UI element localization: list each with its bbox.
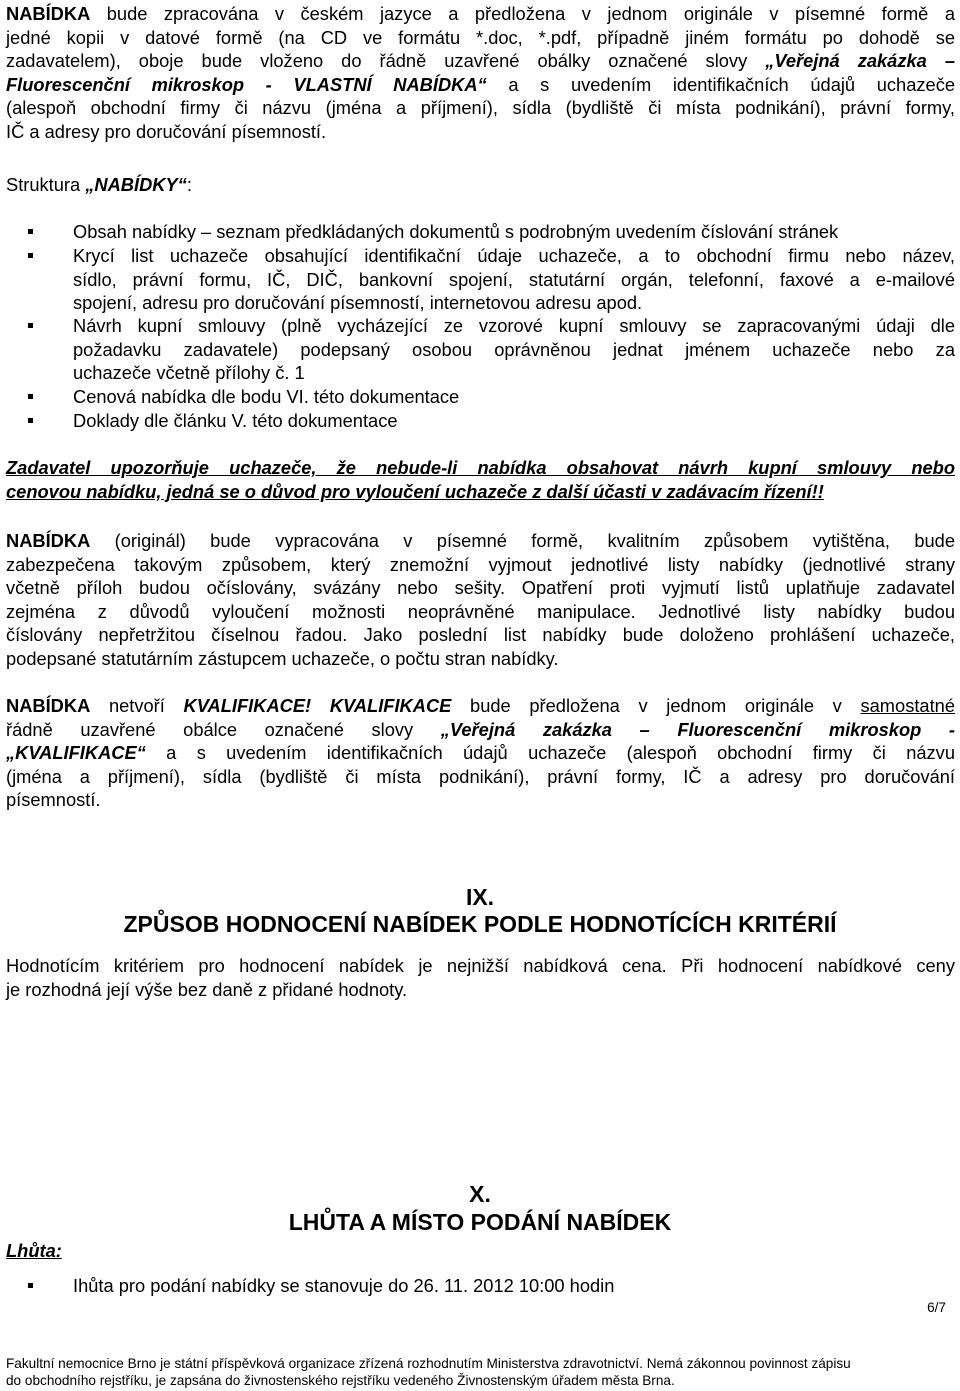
qualification-term: KVALIFIKACE! — [183, 695, 312, 716]
intro-line-6: IČ a adresy pro doručování písemností. — [6, 120, 327, 142]
bullet-marker — [28, 394, 33, 399]
qualification-space — [311, 695, 330, 716]
list-item-text: Krycí list uchazeče obsahující identifikační údaje uchazeče, a to obchodní firmu nebo název, — [73, 245, 955, 266]
intro-line-1 — [6, 2, 955, 26]
section-title: ZPŮSOB HODNOCENÍ NABÍDEK PODLE HODNOTÍCÍCH KRITÉRIÍ — [123, 911, 837, 937]
intro-line-4 — [6, 73, 955, 97]
original-paragraph — [6, 529, 955, 670]
intro-text: a s uvedením identifikačních údajů uchazeče — [486, 73, 955, 95]
original-line-3: včetně příloh budou očíslovány, svázány nebo sešity. Opatření proti vyjmutí listů uplatňuje zadavatel — [6, 577, 955, 598]
qualification-text: netvoří — [90, 695, 184, 716]
envelope-label: „Veřejná zakázka – — [765, 50, 955, 71]
qualification-line-1 — [6, 694, 955, 718]
envelope-label: „Veřejná zakázka – Fluorescenční mikroskop - — [440, 718, 955, 740]
structure-label: Struktura — [6, 174, 86, 195]
bullet-marker — [28, 253, 33, 258]
list-item-text: sídlo, právní formu, IČ, DIČ, bankovní spojení, statutární orgán, telefonní, faxové a e-mailové — [73, 268, 955, 290]
warning-line-1: Zadavatel upozorňuje uchazeče, že nebude-li nabídka obsahovat návrh kupní smlouvy nebo — [6, 457, 955, 478]
evaluation-paragraph — [6, 954, 955, 1001]
original-line-2: zabezpečena takovým způsobem, který znemožní vyjmout jednotlivé listy nabídky (jednotlivé strany — [6, 553, 955, 575]
original-text: (originál) bude vypracována v písemné formě, kvalitním způsobem vytištěna, bude — [90, 530, 955, 551]
bullet-marker — [28, 1283, 33, 1288]
qualification-line-4: (jména a příjmení), sídla (bydliště či místa podnikání), právní formy, IČ a adresy pro doručování — [6, 765, 955, 787]
list-item-text: uchazeče včetně přílohy č. 1 — [73, 362, 305, 383]
intro-line-2: jedné kopii v datové formě (na CD ve formátu *.doc, *.pdf, případně jiném formátu po dohodě se — [6, 26, 955, 48]
qualification-text: řádně uzavřené obálce označené slovy — [6, 718, 441, 740]
original-line-6: podepsané statutárním zástupcem uchazeče, o počtu stran nabídky. — [6, 647, 559, 669]
list-item-text: Obsah nabídky – seznam předkládaných dokumentů s podrobným uvedením číslování stránek — [73, 221, 839, 242]
intro-line-3 — [6, 49, 955, 73]
footer-line-1: Fakultní nemocnice Brno je státní příspěvková organizace zřízená rozhodnutím Ministerstva zdravotnictví. Nemá zákonnou povinnost zápisu — [6, 1356, 851, 1371]
qualification-line-3 — [6, 741, 955, 765]
qualification-text: a s uvedením identifikačních údajů uchazeče (alespoň obchodní firmy či názvu — [145, 742, 955, 763]
intro-text: bude zpracována v českém jazyce a předložena v jednom originále v písemné formě a — [90, 3, 955, 24]
list-item-text: Ihůta pro podání nabídky se stanovuje do 26. 11. 2012 10:00 hodin — [73, 1275, 615, 1296]
evaluation-line-1: Hodnotícím kritériem pro hodnocení nabídek je nejnižší nabídková cena. Při hodnocení nabídkové ceny — [6, 955, 955, 976]
list-item-text: Návrh kupní smlouvy (plně vycházející ze vzorové kupní smlouvy se zapracovanými údaji dle — [73, 315, 955, 336]
list-item-text: Cenová nabídka dle bodu VI. této dokumentace — [73, 386, 460, 407]
list-item-text: Doklady dle článku V. této dokumentace — [73, 410, 398, 431]
intro-paragraph — [6, 2, 955, 143]
structure-colon: : — [186, 174, 192, 195]
section-title: LHŮTA A MÍSTO PODÁNÍ NABÍDEK — [288, 1209, 672, 1235]
page-number: 6/7 — [927, 1300, 946, 1315]
deadline-label-block — [6, 1239, 955, 1263]
nabidka-term: NABÍDKA — [6, 695, 91, 716]
list-item-text: spojení, adresu pro doručování písemností, internetovou adresu apod. — [73, 292, 643, 313]
structure-term: „NABÍDKY“ — [85, 174, 187, 195]
structure-heading — [6, 173, 955, 197]
qualification-line-5: písemností. — [6, 789, 101, 810]
nabidka-term: NABÍDKA — [6, 530, 91, 551]
original-line-5: číslovány nepřetržitou číselnou řadou. Jako poslední list nabídky bude doloženo prohlášení uchazeče, — [6, 624, 955, 645]
original-line-1 — [6, 529, 955, 553]
separate-underlined: samostatné — [860, 695, 955, 716]
warning-paragraph — [6, 456, 955, 503]
list-item-text: požadavku zadavatele) podepsaný osobou oprávněnou jednat jménem uchazeče nebo za — [73, 338, 955, 360]
nabidka-term: NABÍDKA — [6, 3, 91, 24]
bullet-marker — [28, 229, 33, 234]
intro-text: zadavatelem), oboje bude vloženo do řádně uzavřené obálky označené slovy — [6, 50, 766, 71]
warning-line-2: cenovou nabídku, jedná se o důvod pro vyloučení uchazeče z další účasti v zadávacím řízení!! — [6, 480, 824, 502]
section-number: IX. — [465, 884, 495, 910]
bullet-marker — [28, 418, 33, 423]
qualification-line-2 — [6, 718, 955, 742]
qualification-text: bude předložena v jednom originále v — [451, 695, 861, 716]
envelope-label: Fluorescenční mikroskop - VLASTNÍ NABÍDKA“ — [6, 73, 487, 95]
footer-line-2: do obchodního rejstříku, je zapsána do živnostenského rejstříku vedeného Živnostenským úřadem města Brna. — [6, 1373, 675, 1388]
deadline-label: Lhůta: — [6, 1240, 62, 1261]
original-line-4: zejména z důvodů vyloučení možnosti neoprávněné manipulace. Jednotlivé listy nabídky budou — [6, 600, 955, 622]
evaluation-line-2: je rozhodná její výše bez daně z přidané hodnoty. — [6, 978, 408, 1000]
envelope-label: „KVALIFIKACE“ — [6, 742, 146, 763]
page-footer — [6, 1355, 956, 1389]
section-number: X. — [469, 1181, 491, 1207]
qualification-paragraph — [6, 694, 955, 812]
bullet-marker — [28, 323, 33, 328]
qualification-term: KVALIFIKACE — [329, 695, 452, 716]
intro-line-5: (alespoň obchodní firmy či názvu (jména a příjmení), sídla (bydliště či místa podnikání), právní formy, — [6, 97, 955, 118]
